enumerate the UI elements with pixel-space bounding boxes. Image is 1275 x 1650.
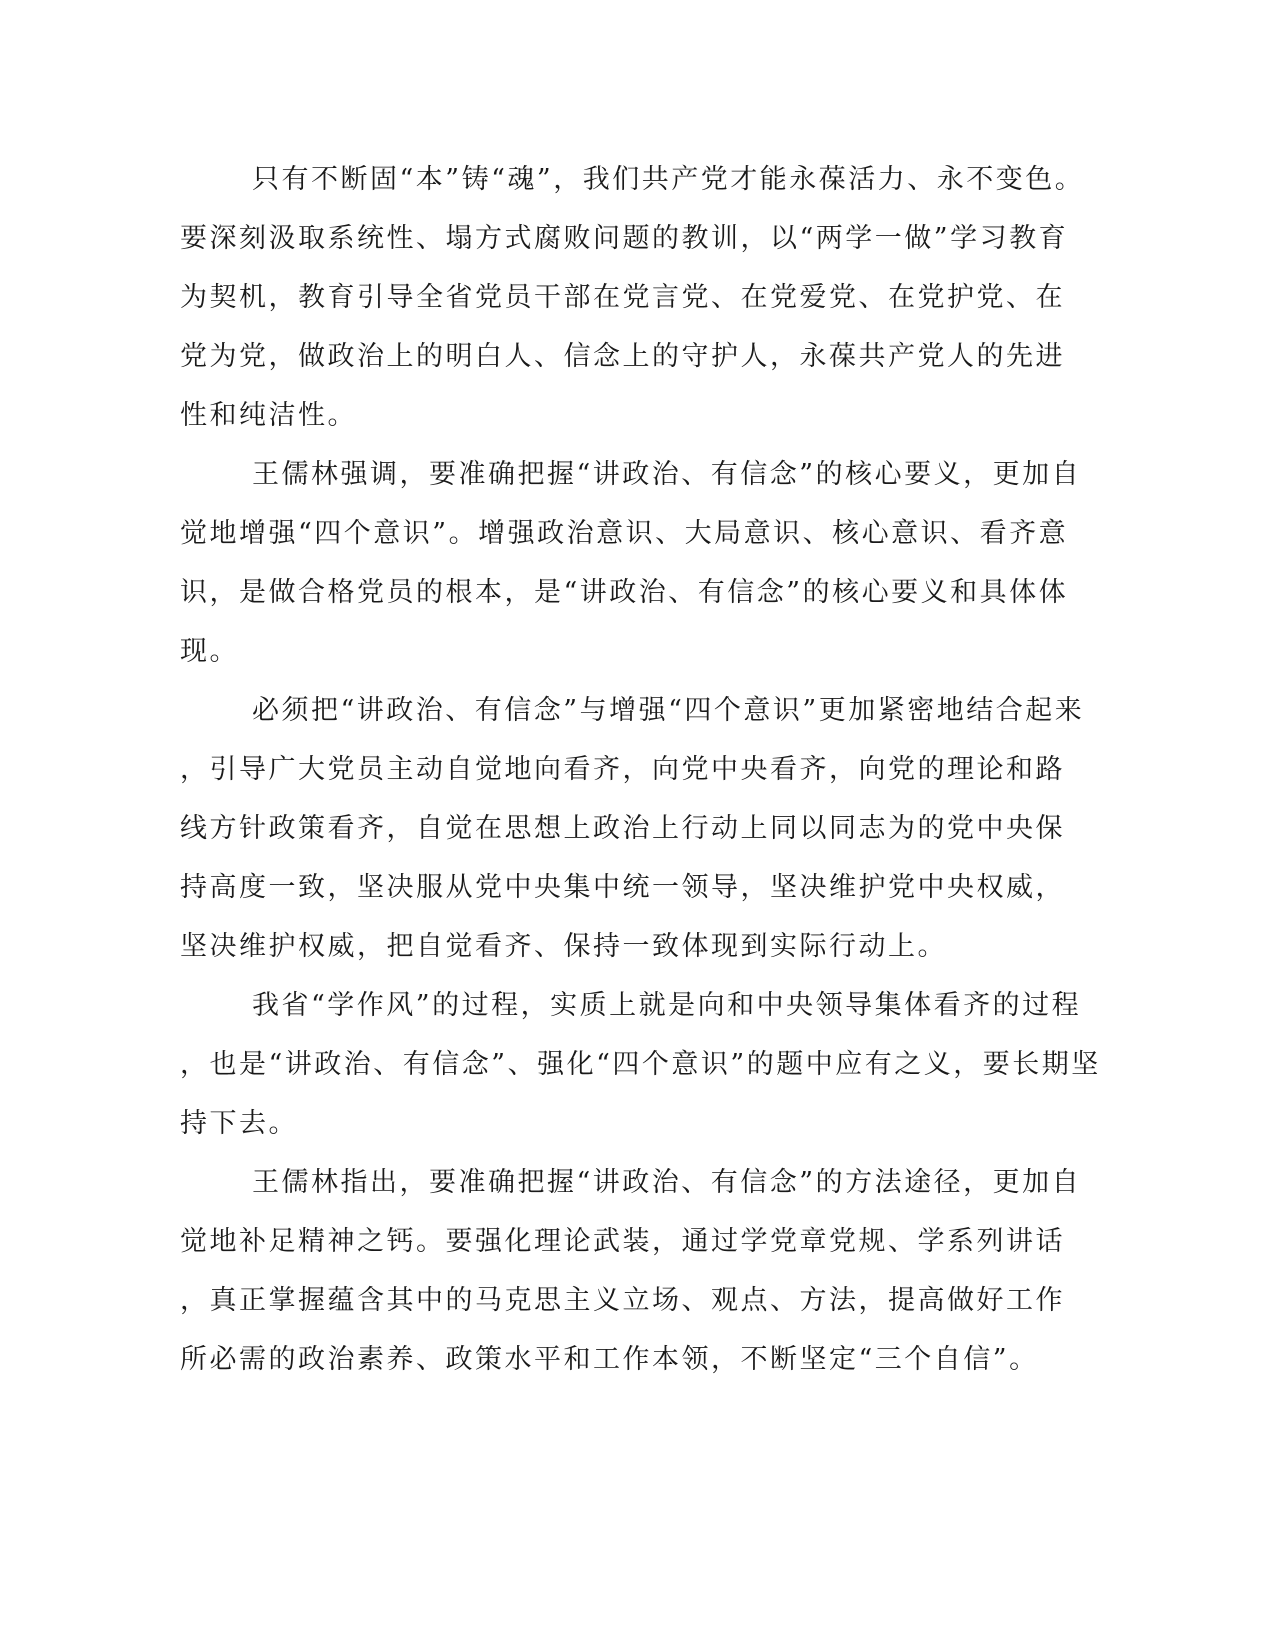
paragraph-3-line-1: 必须把“讲政治、有信念”与增强“四个意识”更加紧密地结合起来 (252, 695, 1085, 726)
paragraph-5-line-1: 王儒林指出，要准确把握“讲政治、有信念”的方法途径，更加自 (252, 1167, 1082, 1198)
paragraph-3-line-2: ，引导广大党员主动自觉地向看齐，向党中央看齐，向党的理论和路 (180, 754, 1065, 785)
paragraph-5-line-4: 所必需的政治素养、政策水平和工作本领，不断坚定“三个自信”。 (180, 1344, 1039, 1375)
paragraph-1-line-2: 要深刻汲取系统性、塌方式腐败问题的教训，以“两学一做”学习教育 (180, 223, 1069, 254)
paragraph-1-line-3: 为契机，教育引导全省党员干部在党言党、在党爱党、在党护党、在 (180, 282, 1065, 313)
paragraph-5-line-3: ，真正掌握蕴含其中的马克思主义立场、观点、方法，提高做好工作 (180, 1285, 1065, 1316)
paragraph-4-line-1: 我省“学作风”的过程，实质上就是向和中央领导集体看齐的过程 (252, 990, 1082, 1021)
paragraph-3-line-3: 线方针政策看齐，自觉在思想上政治上行动上同以同志为的党中央保 (180, 813, 1065, 844)
paragraph-2-line-4: 现。 (180, 636, 239, 667)
paragraph-2-line-2: 觉地增强“四个意识”。增强政治意识、大局意识、核心意识、看齐意 (180, 518, 1069, 549)
paragraph-3-line-4: 持高度一致，坚决服从党中央集中统一领导，坚决维护党中央权威， (180, 872, 1065, 903)
paragraph-1-line-1: 只有不断固“本”铸“魂”，我们共产党才能永葆活力、永不变色。 (252, 164, 1085, 195)
paragraph-4-line-3: 持下去。 (180, 1108, 298, 1139)
paragraph-2-line-3: 识，是做合格党员的根本，是“讲政治、有信念”的核心要义和具体体 (180, 577, 1069, 608)
paragraph-1-line-5: 性和纯洁性。 (180, 400, 357, 431)
paragraph-1-line-4: 党为党，做政治上的明白人、信念上的守护人，永葆共产党人的先进 (180, 341, 1065, 372)
paragraph-3-line-5: 坚决维护权威，把自觉看齐、保持一致体现到实际行动上。 (180, 931, 947, 962)
paragraph-2-line-1: 王儒林强调，要准确把握“讲政治、有信念”的核心要义，更加自 (252, 459, 1082, 490)
paragraph-5-line-2: 觉地补足精神之钙。要强化理论武装，通过学党章党规、学系列讲话 (180, 1226, 1065, 1257)
paragraph-4-line-2: ，也是“讲政治、有信念”、强化“四个意识”的题中应有之义，要长期坚 (180, 1049, 1101, 1080)
